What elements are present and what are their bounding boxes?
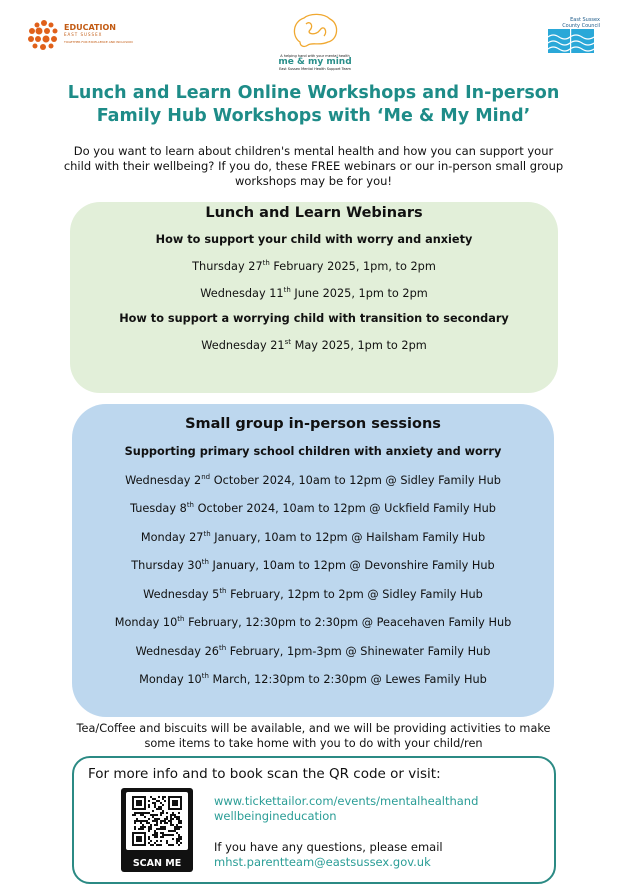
date-pre: Wednesday 5 <box>143 587 220 601</box>
title-line1: Lunch and Learn Online Workshops and In-person <box>67 83 560 103</box>
date-pre: Monday 10 <box>114 616 178 629</box>
date-post: October 2024, 10am to 12pm @ Sidley Family Hub <box>210 473 501 487</box>
qr-code[interactable] <box>121 788 193 872</box>
webinars-section <box>70 202 558 393</box>
event-date <box>70 260 558 273</box>
date-post: March, 12:30pm to 2:30pm @ Lewes Family Hub <box>208 673 487 686</box>
contact-email-link[interactable]: mhst.parentteam@eastsussex.gov.uk <box>214 855 431 869</box>
session-topic: Supporting primary school children with anxiety and worry <box>124 445 502 458</box>
event-date <box>70 287 558 300</box>
booking-link-line1[interactable]: www.tickettailor.com/events/mentalhealthand <box>214 794 479 808</box>
brain-icon <box>290 12 340 50</box>
date-post: January, 10am to 12pm @ Devonshire Family Hub <box>208 559 495 572</box>
event-date <box>72 531 554 544</box>
logo-subtitle: East Sussex Mental Health Support Team <box>279 67 351 71</box>
webinar-topic: How to support a worrying child with transition to secondary <box>119 312 509 325</box>
date-post: May 2025, 1pm to 2pm <box>291 339 427 352</box>
sessions-section <box>72 404 554 717</box>
questions-text: If you have any questions, please email <box>214 840 443 854</box>
date-sup: nd <box>201 472 211 481</box>
qr-pattern-icon <box>126 792 188 850</box>
date-sup: th <box>283 286 291 294</box>
event-date <box>72 673 554 686</box>
date-post: October 2024, 10am to 12pm @ Uckfield Family Hub <box>194 502 496 515</box>
date-pre: Monday 10 <box>139 673 202 686</box>
date-sup: th <box>186 501 194 509</box>
booking-link[interactable] <box>214 794 478 824</box>
education-east-sussex-logo <box>26 17 133 57</box>
date-pre: Wednesday 11 <box>200 287 284 300</box>
date-post: February, 12:30pm to 2:30pm @ Peacehaven Family Hub <box>184 616 512 629</box>
refreshments-text: Tea/Coffee and biscuits will be available, and we will be providing activities to make some items to take home with you to do with your child/ren <box>76 722 551 750</box>
date-sup: th <box>203 529 211 538</box>
logo-subtitle: EAST SUSSEX <box>64 32 103 37</box>
booking-heading: For more info and to book scan the QR code or visit: <box>88 766 441 782</box>
webinar-topic: How to support your child with worry and anxiety <box>155 233 473 246</box>
page-title <box>0 82 627 128</box>
booking-link-line2[interactable]: wellbeingineducation <box>214 809 337 823</box>
intro-text: Do you want to learn about children's mental health and how you can support your child with their wellbeing? If you do, these FREE webinars or our in-person small group workshops may be for you! <box>63 144 564 188</box>
date-post: January, 10am to 12pm @ Hailsham Family Hub <box>210 530 486 544</box>
logo-title: EDUCATION <box>64 23 116 32</box>
webinars-heading: Lunch and Learn Webinars <box>205 205 423 221</box>
logo-name-line1: East Sussex <box>570 17 600 23</box>
event-date <box>72 588 554 601</box>
date-post: February, 1pm-3pm @ Shinewater Family Hub <box>226 644 491 658</box>
waves-icon <box>548 29 594 53</box>
date-sup: th <box>262 259 270 267</box>
event-date <box>72 559 554 572</box>
event-date <box>72 616 554 629</box>
event-date <box>70 339 558 352</box>
east-sussex-county-council-logo <box>540 17 600 57</box>
date-sup: th <box>177 615 185 623</box>
date-post: June 2025, 1pm to 2pm <box>290 287 428 300</box>
event-date <box>72 502 554 515</box>
date-pre: Thursday 27 <box>192 260 263 273</box>
date-pre: Wednesday 26 <box>135 644 219 658</box>
date-sup: th <box>219 586 227 595</box>
date-pre: Thursday 30 <box>131 559 202 572</box>
date-sup: th <box>201 558 209 566</box>
date-pre: Wednesday 21 <box>201 339 285 352</box>
booking-info-box <box>72 756 556 884</box>
date-pre: Wednesday 2 <box>125 473 202 487</box>
date-pre: Monday 27 <box>140 530 204 544</box>
logo-name: me & my mind <box>278 57 352 67</box>
me-my-mind-logo <box>275 12 355 72</box>
title-line2: Family Hub Workshops with ‘Me & My Mind’ <box>96 106 531 126</box>
date-post: February, 12pm to 2pm @ Sidley Family Hub <box>226 587 483 601</box>
event-date <box>72 474 554 487</box>
logo-name-line2: County Council <box>562 23 600 29</box>
date-post: February 2025, 1pm, to 2pm <box>269 260 436 273</box>
logo-tagline: A helping hand with your mental health <box>280 54 350 58</box>
logo-tagline: TOGETHER FOR EXCELLENCE AND INCLUSION <box>64 40 133 44</box>
date-pre: Tuesday 8 <box>130 502 187 515</box>
qr-label: SCAN ME <box>132 858 182 869</box>
date-sup: st <box>284 338 292 346</box>
date-sup: th <box>218 643 227 652</box>
date-sup: th <box>201 672 209 680</box>
event-date <box>72 645 554 658</box>
sessions-heading: Small group in-person sessions <box>185 416 441 432</box>
dots-circle-icon <box>26 17 62 53</box>
